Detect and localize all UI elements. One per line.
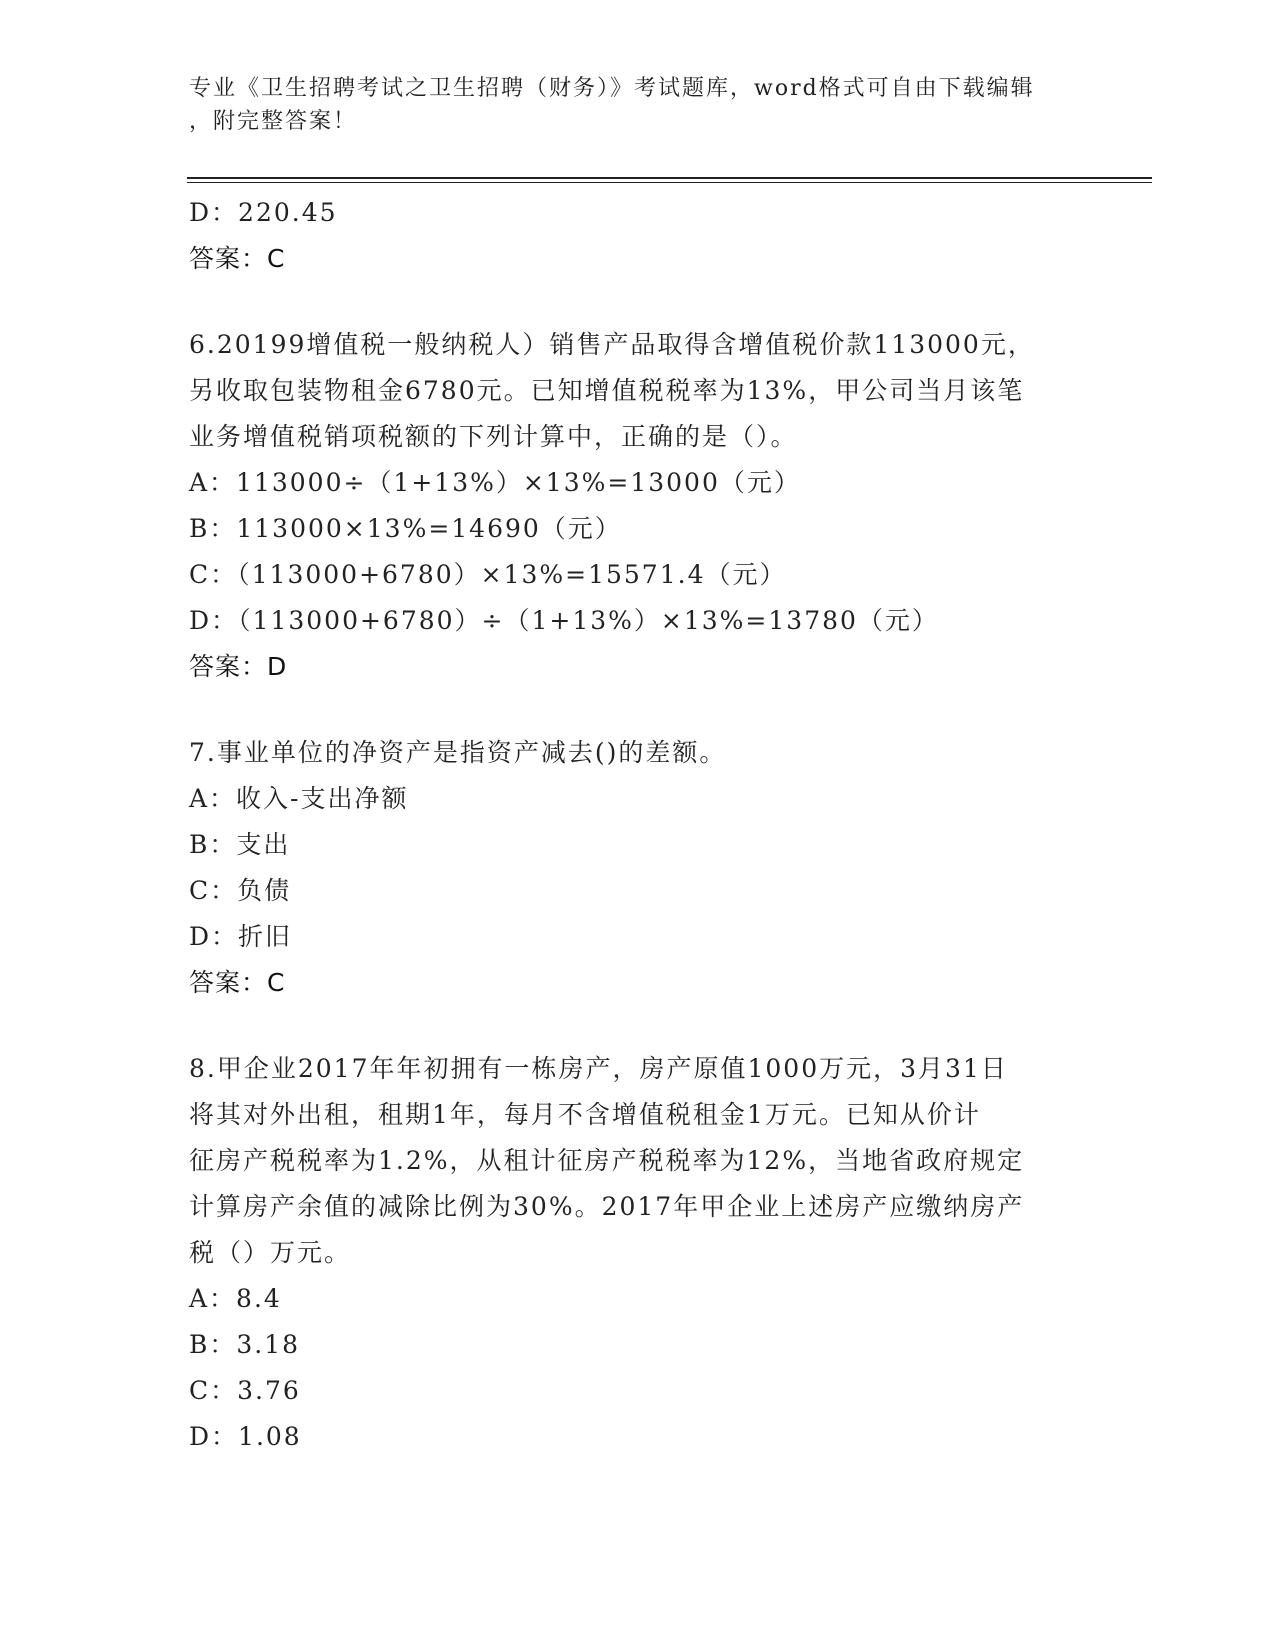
option-c: C：负债	[189, 876, 292, 905]
question-stem-line: 税（）万元。	[189, 1238, 352, 1267]
question-stem-line: 征房产税税率为1.2%，从租计征房产税税率为12%，当地省政府规定	[189, 1146, 1025, 1175]
option-a: A：8.4	[189, 1284, 282, 1313]
question-5-tail	[189, 190, 1069, 282]
question-stem-line: 将其对外出租，租期1年，每月不含增值税租金1万元。已知从价计	[189, 1100, 981, 1129]
header-divider-thick	[187, 177, 1152, 179]
question-8	[189, 1046, 1069, 1460]
question-stem-line: 业务增值税销项税额的下列计算中，正确的是（）。	[189, 422, 798, 451]
spacer	[189, 1006, 1069, 1046]
answer: 答案：C	[189, 968, 286, 997]
question-stem-line: 另收取包装物租金6780元。已知增值税税率为13%，甲公司当月该笔	[189, 376, 1025, 405]
option-b: B：113000×13%=14690（元）	[189, 514, 622, 543]
header-line-1: 专业《卫生招聘考试之卫生招聘（财务）》考试题库，word格式可自由下载编辑	[189, 76, 1035, 101]
option-c: C：（113000+6780）×13%=15571.4（元）	[189, 560, 787, 589]
question-stem-line: 计算房产余值的减除比例为30%。2017年甲企业上述房产应缴纳房产	[189, 1192, 1025, 1221]
answer: 答案：C	[189, 244, 286, 273]
spacer	[189, 282, 1069, 322]
question-6	[189, 322, 1069, 690]
question-stem-line: 6.20199增值税一般纳税人）销售产品取得含增值税价款113000元，	[189, 330, 1035, 359]
option-b: B：支出	[189, 830, 291, 859]
header-divider-thin	[187, 182, 1152, 183]
option-d: D：折旧	[189, 922, 293, 951]
option-c: C：3.76	[189, 1376, 301, 1405]
option-d: D：220.45	[189, 198, 338, 227]
question-7	[189, 730, 1069, 1006]
question-list	[189, 190, 1069, 1460]
option-d: D：（113000+6780）÷（1+13%）×13%=13780（元）	[189, 606, 939, 635]
header-line-2: ，附完整答案！	[189, 109, 358, 134]
question-stem-line: 8.甲企业2017年年初拥有一栋房产，房产原值1000万元，3月31日	[189, 1054, 1008, 1083]
spacer	[189, 690, 1069, 730]
page-header	[189, 72, 1069, 138]
answer: 答案：D	[189, 652, 288, 681]
option-a: A：收入-支出净额	[189, 784, 409, 813]
option-a: A：113000÷（1+13%）×13%=13000（元）	[189, 468, 801, 497]
option-d: D：1.08	[189, 1422, 302, 1451]
option-b: B：3.18	[189, 1330, 301, 1359]
question-stem: 7.事业单位的净资产是指资产减去()的差额。	[189, 738, 727, 767]
